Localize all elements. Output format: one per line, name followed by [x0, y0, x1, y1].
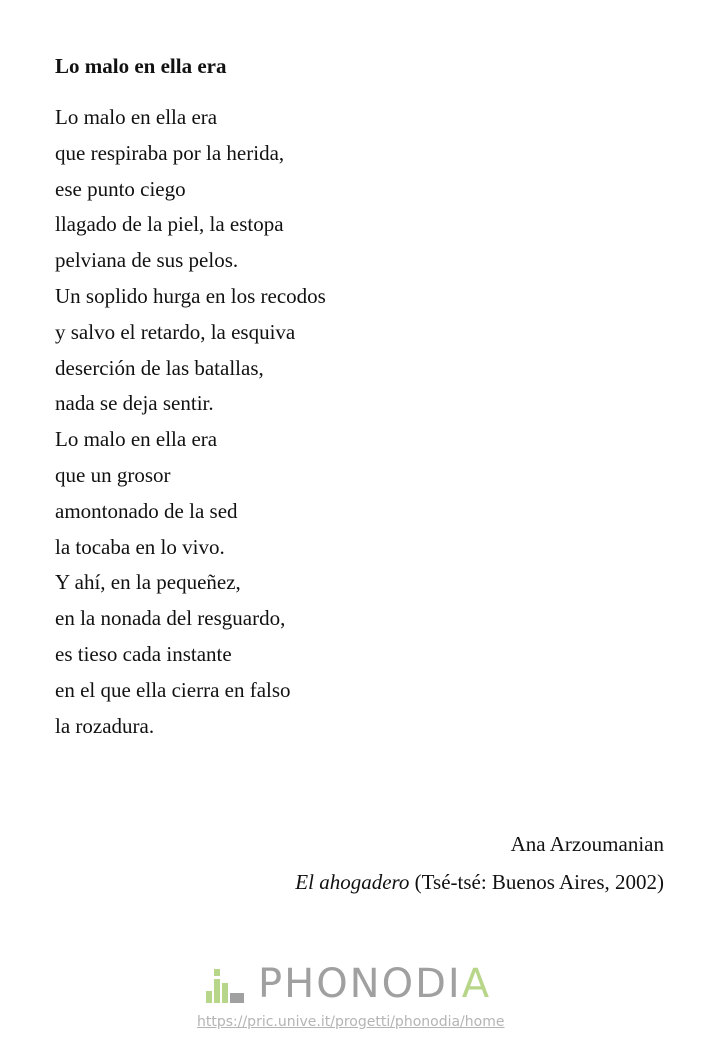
logo-text-main: PHONODI [258, 961, 462, 1007]
publication-info: (Tsé-tsé: Buenos Aires, 2002) [409, 870, 664, 894]
poem-line: en el que ella cierra en falso [55, 677, 291, 702]
poem-line: Y ahí, en la pequeñez, [55, 570, 241, 595]
phonodia-logo [206, 962, 491, 1006]
poem-line: la tocaba en lo vivo. [55, 534, 225, 559]
poem-line: llagado de la piel, la estopa [55, 212, 284, 237]
poem-line: y salvo el retardo, la esquiva [55, 319, 296, 344]
poem-line: pelviana de sus pelos. [55, 248, 239, 273]
poem-line: Un soplido hurga en los recodos [55, 283, 326, 308]
poem-title: Lo malo en ella era [55, 54, 227, 78]
poem-line: es tieso cada instante [55, 641, 232, 666]
poem-line: en la nonada del resguardo, [55, 606, 286, 631]
attribution [295, 825, 664, 901]
poem-line: que un grosor [55, 462, 171, 487]
bar-chart-logo-icon [206, 965, 246, 1003]
book-title: El ahogadero [295, 870, 410, 894]
author-name: Ana Arzoumanian [510, 832, 664, 856]
poem-body [55, 100, 326, 744]
poem-line: Lo malo en ella era [55, 105, 218, 129]
poem-line: amontonado de la sed [55, 498, 238, 523]
poem-line: ese punto ciego [55, 176, 186, 201]
logo-text-accent: A [461, 961, 492, 1007]
poem-line: Lo malo en ella era [55, 427, 218, 452]
logo-wordmark [258, 962, 491, 1006]
poem-line: que respiraba por la herida, [55, 140, 285, 165]
poem-line: nada se deja sentir. [55, 391, 214, 416]
phonodia-home-link[interactable]: https://pric.unive.it/progetti/phonodia/home [197, 1014, 505, 1030]
poem-line: deserción de las batallas, [55, 355, 264, 380]
source-citation [295, 863, 664, 901]
poem-line: la rozadura. [55, 713, 155, 738]
